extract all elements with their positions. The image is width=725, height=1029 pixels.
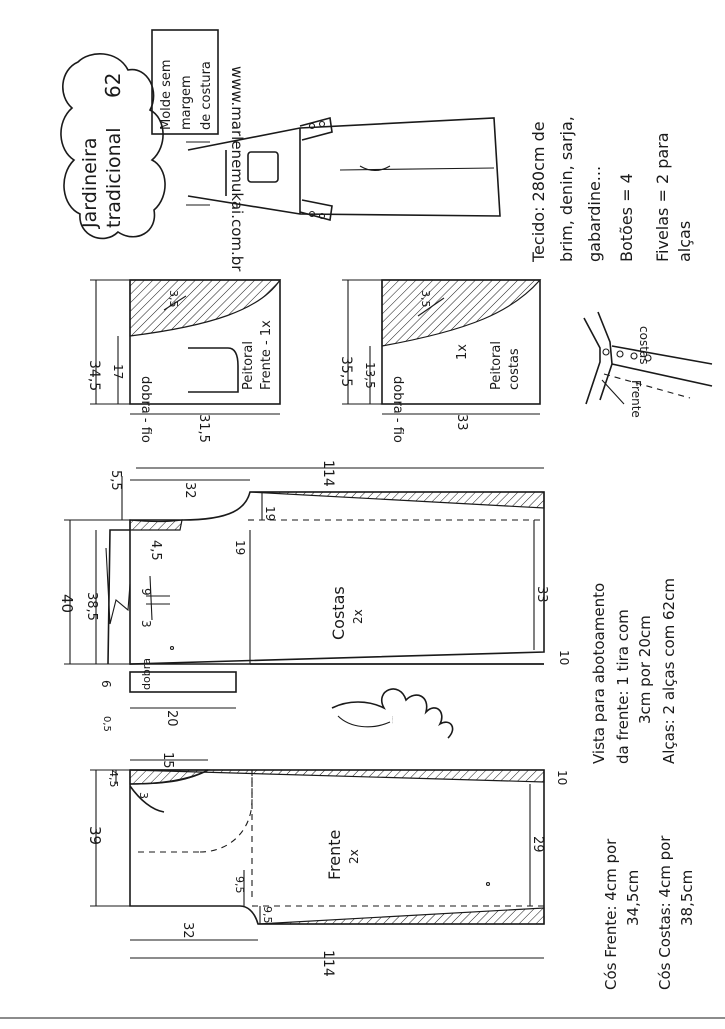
frente-length: 114	[320, 950, 336, 977]
frente-hem-taper: 10	[555, 770, 569, 786]
cos-frente-line2: 34,5cm	[624, 869, 642, 926]
frente-leg-width: 29	[530, 836, 545, 853]
vista-line2: da frente: 1 tira com	[614, 609, 632, 764]
materials-line4: Botões = 4	[617, 173, 636, 262]
pc-side-height: 13,5	[363, 362, 377, 389]
costas-panel-edge: 0,5	[101, 716, 112, 732]
costas-piece	[106, 492, 544, 664]
pc-label-line2: costas	[507, 348, 522, 390]
pf-side-height: 17	[111, 364, 125, 380]
pf-label	[241, 320, 274, 390]
costas-width: 40	[58, 594, 76, 614]
costas-panel-w: 20	[164, 710, 179, 727]
pf-height: 34,5	[86, 360, 102, 392]
pc-label-line1: Peitoral	[489, 341, 504, 390]
frente-seat: 32	[180, 922, 195, 939]
detail-costas-label: costas	[637, 326, 651, 365]
pc-fold-label: dobra - fio	[390, 376, 405, 443]
detail-frente-label: Frente	[629, 380, 643, 418]
costas-crotch-depth: 4,5	[148, 540, 163, 561]
pf-label-line2: Frente - 1x	[259, 320, 274, 390]
seam-note-line2: margem	[179, 75, 194, 130]
pc-width: 33	[454, 414, 469, 431]
costas-crotch-ext: 5,5	[108, 470, 123, 491]
seam-note	[159, 59, 214, 130]
pf-fold-label: dobra - fio	[138, 376, 153, 443]
pc-count: 1x	[455, 344, 470, 360]
costas-panel-h: 6	[99, 680, 113, 688]
pc-curve-depth: 3,5	[419, 290, 432, 308]
frente-waist-drop: 4,5	[107, 770, 120, 788]
materials-line2: brim, denin, sarja,	[557, 116, 576, 262]
frente-width: 39	[86, 826, 104, 846]
materials-block	[529, 116, 694, 263]
frente-label-text: Frente	[325, 829, 344, 880]
title-line1: Jardineira	[79, 137, 101, 228]
costas-label	[329, 586, 365, 640]
frente-crotch-ext: 9,5	[233, 876, 246, 894]
materials-line5: Fivelas = 2 para	[653, 132, 672, 262]
frente-label	[325, 830, 361, 880]
pf-width: 31,5	[196, 414, 211, 443]
costas-seat-inner: 19	[233, 540, 247, 556]
pc-label	[489, 341, 522, 390]
strap-detail	[584, 312, 712, 418]
materials-line1: Tecido: 280cm de	[529, 121, 548, 262]
pf-label-line1: Peitoral	[241, 341, 256, 390]
costas-pocket-d: 3	[139, 620, 153, 628]
costas-hem-taper: 10	[557, 650, 571, 666]
title-line2: tradicional	[103, 127, 125, 228]
frente-seat-drop: 9,5	[261, 906, 274, 924]
costas-seat: 19	[263, 506, 277, 522]
signature-text: Marlene Mukai	[391, 716, 392, 724]
frente-crotch-depth: 3	[137, 792, 150, 799]
costas-hip: 38,5	[84, 592, 99, 621]
vista-line4: Alças: 2 alças com 62cm	[660, 578, 678, 764]
pc-height: 35,5	[338, 356, 354, 388]
cos-frente-line1: Cós Frente: 4cm por	[602, 838, 620, 990]
frente-waist: 15	[160, 752, 175, 769]
costas-waist: 32	[182, 482, 197, 499]
cos-costas-line2: 38,5cm	[678, 869, 696, 926]
costas-panel-label: dobra	[140, 658, 153, 690]
costas-count: 2x	[351, 609, 365, 624]
title-group	[79, 73, 125, 229]
vista-line3: 3cm por 20cm	[636, 615, 654, 724]
materials-line6: alças	[675, 220, 694, 262]
costas-pocket-w: 9	[139, 588, 153, 596]
costas-label-text: Costas	[329, 586, 348, 640]
materials-line3: gabardine...	[585, 165, 604, 262]
costas-length: 114	[320, 460, 336, 487]
vista-line1: Vista para abotoamento	[590, 582, 608, 764]
website-url: www.marlenemukai.com.br	[228, 66, 246, 272]
pf-curve-depth: 3,5	[167, 290, 180, 308]
frente-count: 2x	[347, 849, 361, 864]
seam-note-line1: Molde sem	[159, 59, 174, 130]
signature	[332, 689, 453, 738]
cos-block	[602, 835, 696, 990]
costas-leg-width: 33	[534, 586, 549, 603]
title-size: 62	[101, 72, 125, 98]
cos-costas-line1: Cós Costas: 4cm por	[656, 835, 674, 990]
seam-note-line3: de costura	[199, 61, 214, 130]
vista-block	[590, 578, 678, 764]
